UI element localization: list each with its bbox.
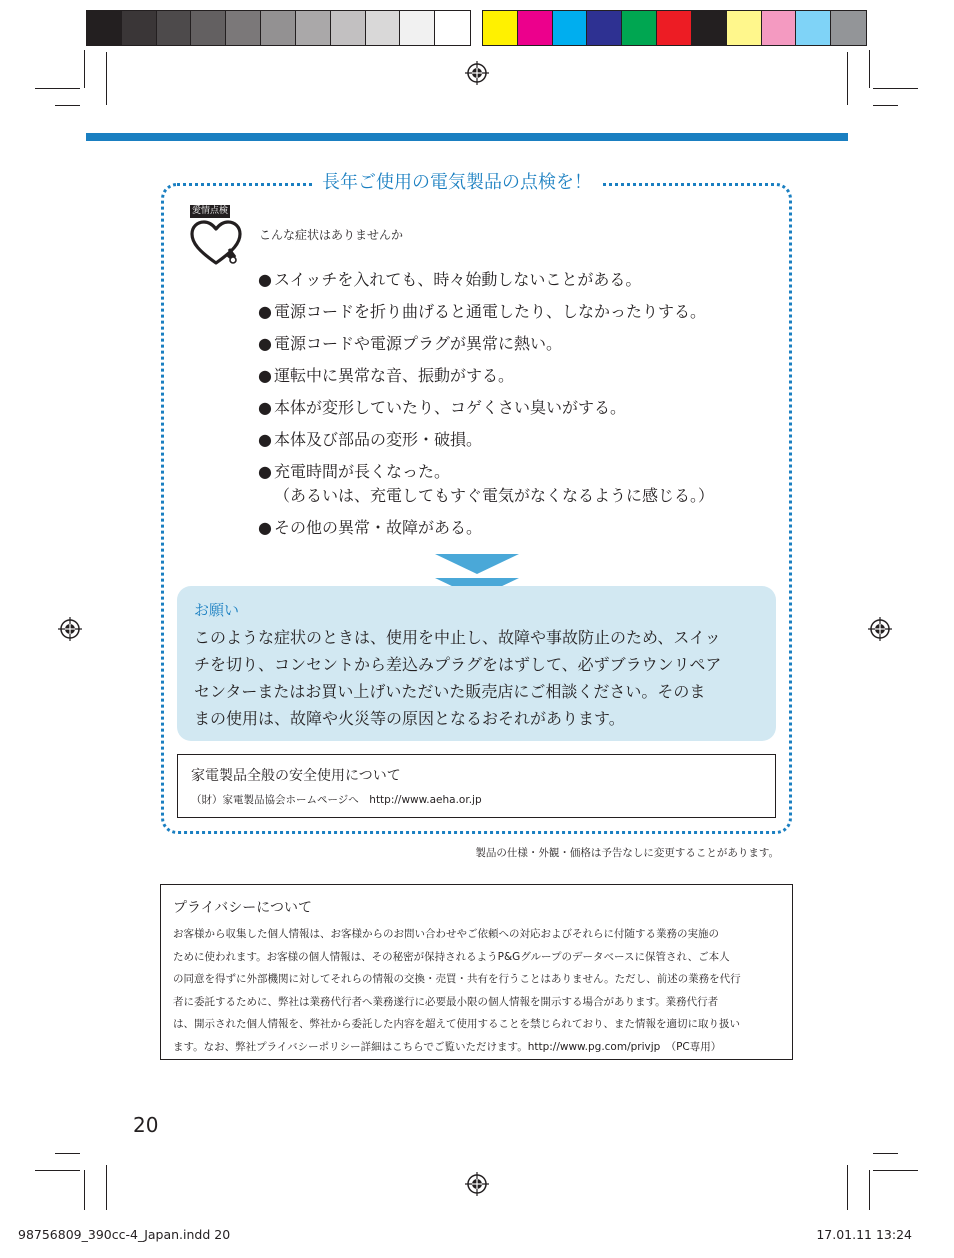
list-item: ● 充電時間が長くなった。 （あるいは、充電してもすぐ電気がなくなるように感じる。） xyxy=(258,460,714,508)
swatch xyxy=(191,11,226,45)
swatch xyxy=(692,11,727,45)
swatch xyxy=(122,11,157,45)
list-item: ● スイッチを入れても、時々始動しないことがある。 xyxy=(258,270,642,289)
swatch xyxy=(261,11,296,45)
heart-plug-icon xyxy=(189,219,243,269)
swatch xyxy=(366,11,401,45)
swatch xyxy=(657,11,692,45)
list-item: ● 本体が変形していたり、コゲくさい臭いがする。 xyxy=(258,398,627,417)
swatch xyxy=(553,11,588,45)
request-body: このような症状のときは、使用を中止し、故障や事故防止のため、スイッ チを切り、コンセントから差込みプラグをはずして、必ずブラウンリペア センターまたはお買い上げいただいた販売店にご相談ください。そのま まの使用は、故障や火災等の原因となるおそれがあります。 xyxy=(194,628,722,728)
swatch xyxy=(587,11,622,45)
registration-mark-right xyxy=(868,617,892,641)
swatch xyxy=(622,11,657,45)
list-item: ● 本体及び部品の変形・破損。 xyxy=(258,430,483,449)
registration-mark-top xyxy=(465,61,489,85)
header-rule xyxy=(86,133,848,141)
slug-file-name: 98756809_390cc-4_Japan.indd 20 xyxy=(18,1227,231,1242)
safety-info-box xyxy=(177,754,776,818)
registration-mark-bottom xyxy=(465,1172,489,1196)
privacy-body: お客様から収集した個人情報は、お客様からのお問い合わせやご依頼への対応およびそれらに付随する業務の実施の ために使われます。お客様の個人情報は、その秘密が保持されるようP&Gグループのデータベースに保管され、ご本人 の同意を得ずに外部機関に対してそれらの情報の交換・売買・共有を行うことはありません。ただし、前述の業務を代行 者に委託するために、弊社は業務代行者へ業務遂行に必要最小限の個人情報を開示する場合があります。業務代行者 は、開示された個人情報を、弊社から委託した内容を超えて使用することを禁じられており、また情報を適切に取り扱い ます。なお、弊社プライバシーポリシー詳細はこちらでご覧いただけます。http://www.pg.com/privjp （PC専用） xyxy=(173,928,741,1053)
swatch xyxy=(483,11,518,45)
swatch xyxy=(518,11,553,45)
inspection-badge: 愛情点検 xyxy=(192,206,229,216)
spec-note: 製品の仕様・外観・価格は予告なしに変更することがあります。 xyxy=(475,847,779,859)
list-item: ● その他の異常・故障がある。 xyxy=(258,518,483,537)
inspection-title: 長年ご使用の電気製品の点検を！ xyxy=(312,171,602,195)
privacy-title: プライバシーについて xyxy=(173,900,313,916)
page-number: 20 xyxy=(133,1113,159,1137)
swatch xyxy=(727,11,762,45)
safety-link[interactable]: （財）家電製品協会ホームページへ http://www.aeha.or.jp xyxy=(191,794,482,806)
swatch xyxy=(87,11,122,45)
list-item: ● 運転中に異常な音、振動がする。 xyxy=(258,366,515,385)
gray-calibration-bar xyxy=(86,10,471,46)
list-item: ● 電源コードを折り曲げると通電したり、しなかったりする。 xyxy=(258,302,707,321)
swatch xyxy=(831,11,866,45)
symptom-note: （あるいは、充電してもすぐ電気がなくなるように感じる。） xyxy=(274,486,715,505)
swatch xyxy=(796,11,831,45)
symptom-list xyxy=(258,268,714,548)
color-calibration-bar xyxy=(482,10,867,46)
swatch xyxy=(762,11,797,45)
request-title: お願い xyxy=(194,601,240,619)
swatch xyxy=(296,11,331,45)
slug-date: 17.01.11 13:24 xyxy=(816,1227,912,1242)
swatch xyxy=(157,11,192,45)
symptom-question: こんな症状はありませんか xyxy=(259,228,404,242)
swatch xyxy=(331,11,366,45)
list-item: ● 電源コードや電源プラグが異常に熱い。 xyxy=(258,334,563,353)
swatch xyxy=(226,11,261,45)
registration-mark-left xyxy=(58,617,82,641)
swatch xyxy=(400,11,435,45)
safety-title: 家電製品全般の安全使用について xyxy=(191,768,401,784)
swatch xyxy=(435,11,470,45)
